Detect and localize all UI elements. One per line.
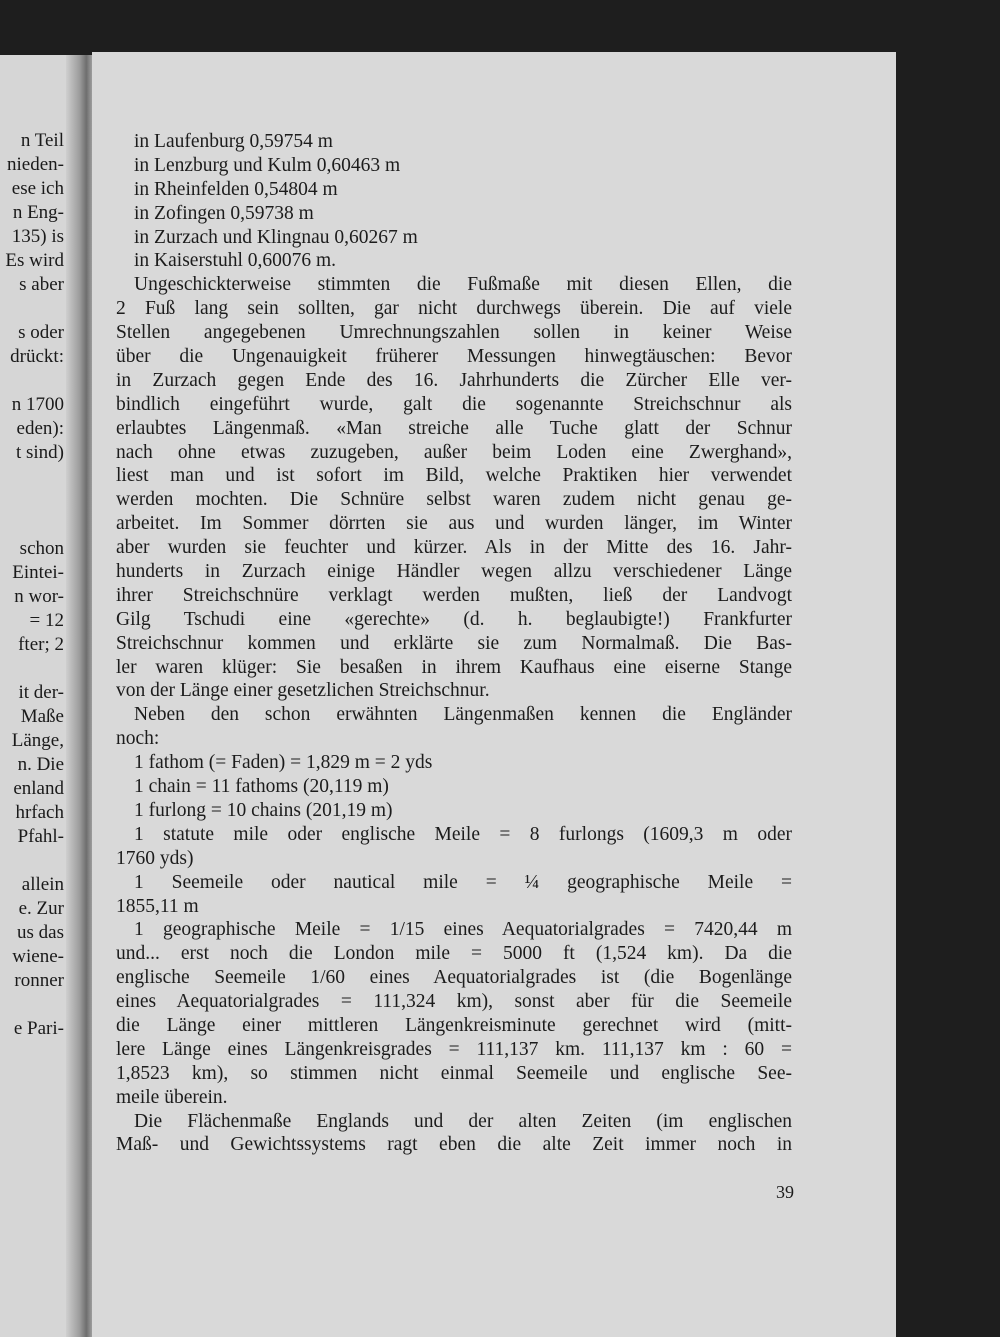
text-line: die Länge einer mittleren Längenkreisminute gerechnet wird (mitt- <box>116 1014 792 1036</box>
text-line: Streichschnur kommen und erklärte sie zum Normalmaß. Die Bas- <box>116 632 792 654</box>
text-line: eines Aequatorialgrades = 111,324 km), sonst aber für die Seemeile <box>116 991 792 1013</box>
left-page-line <box>0 465 64 489</box>
text-line: in Laufenburg 0,59754 m <box>134 131 333 152</box>
left-page-line: e Pari- <box>13 1018 64 1039</box>
text-line: von der Länge einer gesetzlichen Streichschnur. <box>116 680 490 702</box>
text-line: Gilg Tschudi eine «gerechte» (d. h. beglaubigte!) Frankfurter <box>116 608 792 630</box>
text-line: liest man und ist sofort im Bild, welche Praktiken hier verwendet <box>116 465 792 487</box>
text-line: 2 Fuß lang sein sollten, gar nicht durchwegs überein. Die auf viele <box>116 298 792 320</box>
text-line: erlaubtes Längenmaß. «Man streiche alle Tuche glatt der Schnur <box>116 417 792 439</box>
text-line: 1760 yds) <box>116 847 194 869</box>
text-line: werden mochten. Die Schnüre selbst waren zudem nicht genau ge- <box>116 489 792 511</box>
left-page-line: t sind) <box>15 442 64 463</box>
text-line: 1 fathom (= Faden) = 1,829 m = 2 yds <box>134 752 433 774</box>
left-page-text <box>0 129 64 1041</box>
text-line: hunderts in Zurzach einige Händler wegen allzu verschiedener Länge <box>116 561 792 583</box>
text-line: aber wurden sie feuchter und kürzer. Als in der Mitte des 16. Jahr- <box>116 537 792 559</box>
left-page-line: n Teil <box>20 130 64 151</box>
left-page-line: allein <box>21 874 64 895</box>
text-line: noch: <box>116 728 160 750</box>
left-page-line: Es wird <box>5 250 64 271</box>
left-page-line: n 1700 <box>11 394 64 415</box>
text-line: in Zofingen 0,59738 m <box>134 202 314 224</box>
left-page-line: ronner <box>14 970 64 991</box>
left-page-line: drückt: <box>10 346 64 367</box>
left-page-line: 135) is <box>11 226 64 247</box>
text-line: 1 furlong = 10 chains (201,19 m) <box>134 799 393 821</box>
body-text <box>116 130 792 1157</box>
left-page-line <box>0 849 64 873</box>
left-page-line: n Eng- <box>12 202 64 223</box>
text-line: Ungeschickterweise stimmten die Fußmaße mit diesen Ellen, die <box>134 274 792 296</box>
text-line: 1 statute mile oder englische Meile = 8 furlongs (1609,3 m oder <box>134 823 792 845</box>
left-page-line: Länge, <box>11 730 64 751</box>
left-page-line: s oder <box>18 322 64 343</box>
left-page-line: nieden- <box>7 154 64 175</box>
text-line: in Rheinfelden 0,54804 m <box>134 178 338 200</box>
text-line: in Kaiserstuhl 0,60076 m. <box>134 250 337 272</box>
text-line: über die Ungenauigkeit früherer Messungen hinwegtäuschen: Bevor <box>116 346 792 368</box>
left-page-line: Maße <box>20 706 64 727</box>
text-line: Stellen angegebenen Umrechnungszahlen sollen in keiner Weise <box>116 322 792 344</box>
text-line: und... erst noch die London mile = 5000 ft (1,524 km). Da die <box>116 943 792 965</box>
text-line: in Zurzach gegen Ende des 16. Jahrhunderts die Zürcher Elle ver- <box>116 369 792 391</box>
left-page-line: Eintei- <box>12 562 64 583</box>
left-page-line <box>0 369 64 393</box>
left-page-line <box>0 993 64 1017</box>
text-line: englische Seemeile 1/60 eines Aequatorialgrades ist (die Bogenlänge <box>116 967 792 989</box>
left-page-line: us das <box>17 922 64 943</box>
text-line: nach ohne etwas zuzugeben, außer beim Loden eine Zwerghand», <box>116 441 792 463</box>
left-page-line: wiene- <box>12 946 64 967</box>
text-line: 1 chain = 11 fathoms (20,119 m) <box>134 776 389 798</box>
text-line: meile überein. <box>116 1086 228 1108</box>
text-line: 1 geographische Meile = 1/15 eines Aequatorialgrades = 7420,44 m <box>134 919 792 941</box>
text-line: lere Länge eines Längenkreisgrades = 111,137 km. 111,137 km : 60 = <box>116 1038 792 1060</box>
left-page-line: fter; 2 <box>18 634 64 655</box>
left-page-line <box>0 513 64 537</box>
left-page-line: it der- <box>18 682 64 703</box>
text-line: arbeitet. Im Sommer dörrten sie aus und wurden länger, im Winter <box>116 513 792 535</box>
text-line: Maß- und Gewichtssystems ragt eben die alte Zeit immer noch in <box>116 1134 792 1156</box>
text-line: Die Flächenmaße Englands und der alten Zeiten (im englischen <box>134 1110 792 1132</box>
left-page-line: hrfach <box>15 802 64 823</box>
left-page-line: Pfahl- <box>17 826 64 847</box>
left-page-line: e. Zur <box>18 898 64 919</box>
left-page-line: n wor- <box>14 586 64 607</box>
left-page-line: enland <box>13 778 64 799</box>
text-line: Neben den schon erwähnten Längenmaßen kennen die Engländer <box>134 704 792 726</box>
left-page-line: eden): <box>16 418 64 439</box>
left-page-line: ese ich <box>11 178 64 199</box>
text-line: 1855,11 m <box>116 895 199 917</box>
left-page-line: schon <box>19 538 64 559</box>
text-line: 1 Seemeile oder nautical mile = ¼ geographische Meile = <box>134 871 792 893</box>
text-line: in Zurzach und Klingnau 0,60267 m <box>134 226 418 248</box>
left-page-line <box>0 297 64 321</box>
text-line: in Lenzburg und Kulm 0,60463 m <box>134 154 401 176</box>
left-page-line <box>0 657 64 681</box>
left-page-line: n. Die <box>17 754 64 775</box>
text-line: ler waren klüger: Sie besaßen in ihrem Kaufhaus eine eiserne Stange <box>116 656 792 678</box>
page-number: 39 <box>776 1182 794 1202</box>
text-line: bindlich eingeführt wurde, galt die sogenannte Streichschnur als <box>116 393 792 415</box>
text-line: 1,8523 km), so stimmen nicht einmal Seemeile und englische See- <box>116 1062 792 1084</box>
left-page-line: = 12 <box>29 610 64 631</box>
text-line: ihrer Streichschnüre verklagt werden mußten, ließ der Landvogt <box>116 584 792 606</box>
left-page-line <box>0 489 64 513</box>
left-page-line: s aber <box>19 274 64 295</box>
